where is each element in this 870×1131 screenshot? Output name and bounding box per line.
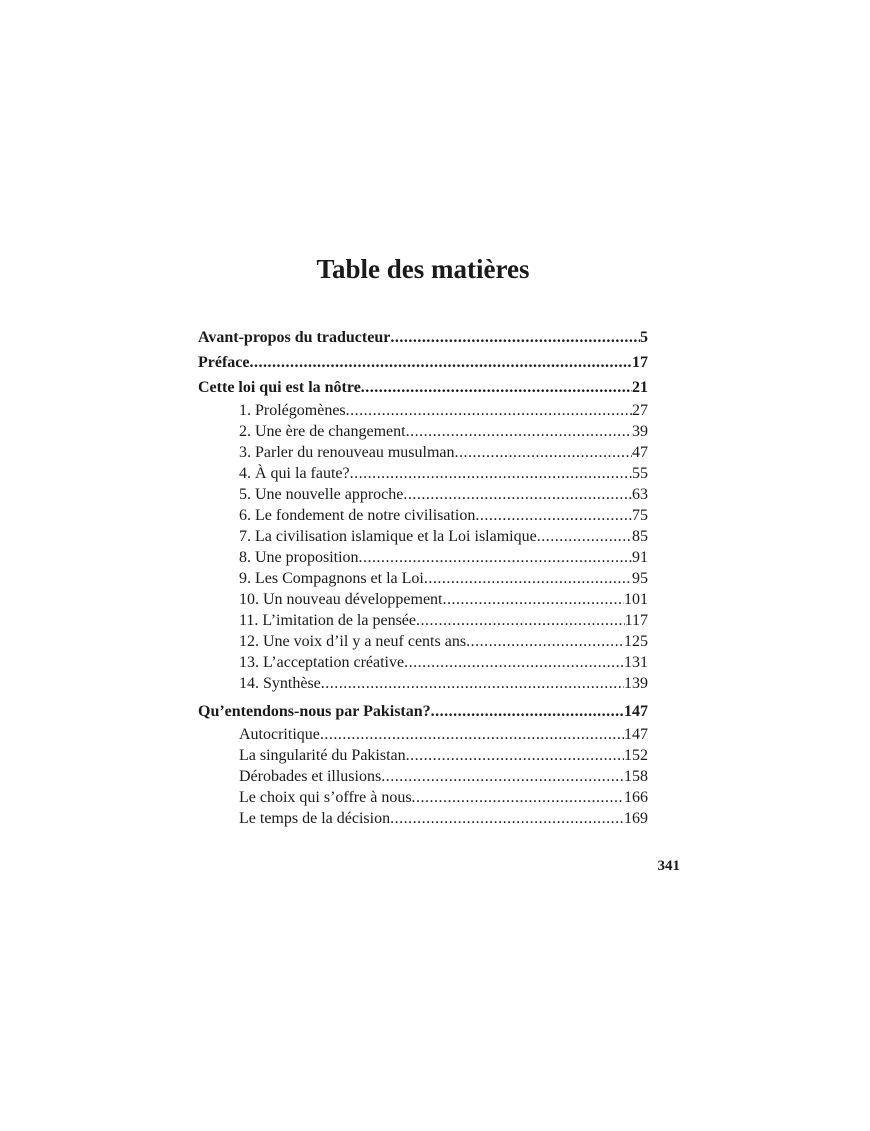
dot-leader [537, 526, 632, 547]
toc-chapter-entry [198, 505, 648, 526]
dot-leader [390, 325, 640, 350]
toc-entry-page: 39 [632, 423, 648, 440]
toc-chapter-entry [198, 724, 648, 745]
toc-entry-title: Qu’entendons-nous par Pakistan? [198, 703, 431, 720]
toc-entry-title: 6. Le fondement de notre civilisation [239, 507, 476, 524]
toc-chapter-entry [198, 400, 648, 421]
toc-entry-title: Le choix qui s’offre à nous [239, 789, 412, 806]
toc-entry-page: 101 [624, 591, 648, 608]
dot-leader [381, 766, 624, 787]
toc-chapter-entry [198, 652, 648, 673]
toc-part-entry [198, 350, 648, 375]
toc-chapter-entry [198, 547, 648, 568]
toc-chapter-entry [198, 568, 648, 589]
toc-chapter-entry [198, 673, 648, 694]
toc-chapter-entry [198, 631, 648, 652]
toc-entry-title: 12. Une voix d’il y a neuf cents ans [239, 633, 467, 650]
toc-entry-title: 1. Prolégomènes [239, 402, 346, 419]
dot-leader [320, 724, 624, 745]
toc-entry-page: 21 [632, 379, 648, 396]
toc-chapter-entry [198, 484, 648, 505]
toc-entry-page: 63 [632, 486, 648, 503]
toc-chapter-entry [198, 463, 648, 484]
toc-chapter-entry [198, 442, 648, 463]
toc-entry-page: 158 [624, 768, 648, 785]
dot-leader [431, 699, 624, 724]
dot-leader [350, 463, 632, 484]
toc-part-entry [198, 375, 648, 400]
dot-leader [424, 568, 632, 589]
dot-leader [466, 631, 624, 652]
dot-leader [361, 375, 632, 400]
toc-entry-page: 147 [624, 726, 648, 743]
toc-part-entry [198, 699, 648, 724]
dot-leader [359, 547, 632, 568]
toc-chapter-entry [198, 421, 648, 442]
page-number: 341 [657, 858, 680, 874]
toc-chapter-entry [198, 589, 648, 610]
toc-entry-title: Préface [198, 354, 250, 371]
toc-entry-page: 47 [632, 444, 648, 461]
toc-entry-page: 55 [632, 465, 648, 482]
toc-entry-page: 27 [632, 402, 648, 419]
toc-entry-page: 85 [632, 528, 648, 545]
dot-leader [455, 442, 633, 463]
toc-chapter-entry [198, 766, 648, 787]
toc-entry-page: 95 [632, 570, 648, 587]
toc-entry-page: 131 [624, 654, 648, 671]
toc-entry-page: 117 [624, 612, 648, 629]
toc-entry-page: 169 [624, 810, 648, 827]
toc-entry-page: 125 [624, 633, 648, 650]
toc-entry-title: 4. À qui la faute? [239, 465, 350, 482]
dot-leader [403, 484, 632, 505]
toc-chapter-entry [198, 610, 648, 631]
toc-entry-page: 139 [624, 675, 648, 692]
toc-entry-title: 7. La civilisation islamique et la Loi islamique [239, 528, 537, 545]
dot-leader [406, 421, 632, 442]
dot-leader [390, 808, 624, 829]
toc-entry-page: 91 [632, 549, 648, 566]
toc-entry-title: 3. Parler du renouveau musulman [239, 444, 455, 461]
toc-entry-title: 13. L’acceptation créative [239, 654, 405, 671]
toc-chapter-entry [198, 808, 648, 829]
dot-leader [475, 505, 632, 526]
page-title: Table des matières [316, 254, 530, 284]
dot-leader [443, 589, 625, 610]
toc-entry-page: 5 [640, 329, 648, 346]
toc-chapter-entry [198, 787, 648, 808]
toc-entry-title: 11. L’imitation de la pensée [239, 612, 416, 629]
toc-entry-title: 5. Une nouvelle approche [239, 486, 404, 503]
dot-leader [412, 787, 624, 808]
toc-chapter-entry [198, 526, 648, 547]
dot-leader [404, 652, 624, 673]
dot-leader [321, 673, 624, 694]
toc-entry-title: Le temps de la décision [239, 810, 391, 827]
dot-leader [406, 745, 624, 766]
toc-part-entry [198, 325, 648, 350]
toc-entry-title: Dérobades et illusions [239, 768, 382, 785]
toc-entry-title: 8. Une proposition [239, 549, 359, 566]
toc-entry-title: 9. Les Compagnons et la Loi [239, 570, 424, 587]
toc-entry-title: 2. Une ère de changement [239, 423, 406, 440]
toc-entry-title: 10. Un nouveau développement [239, 591, 443, 608]
toc-entry-page: 152 [624, 747, 648, 764]
toc-chapter-entry [198, 745, 648, 766]
toc-entry-page: 166 [624, 789, 648, 806]
toc-entry-title: Avant-propos du traducteur [198, 329, 391, 346]
toc-entry-title: Autocritique [239, 726, 320, 743]
toc-entry-page: 75 [632, 507, 648, 524]
dot-leader [346, 400, 632, 421]
toc-entry-title: Cette loi qui est la nôtre [198, 379, 361, 396]
toc-entry-title: 14. Synthèse [239, 675, 321, 692]
dot-leader [250, 350, 632, 375]
toc-entry-page: 147 [624, 703, 648, 720]
toc-entry-page: 17 [632, 354, 648, 371]
dot-leader [416, 610, 625, 631]
toc-entry-title: La singularité du Pakistan [239, 747, 406, 764]
table-of-contents [198, 325, 648, 829]
